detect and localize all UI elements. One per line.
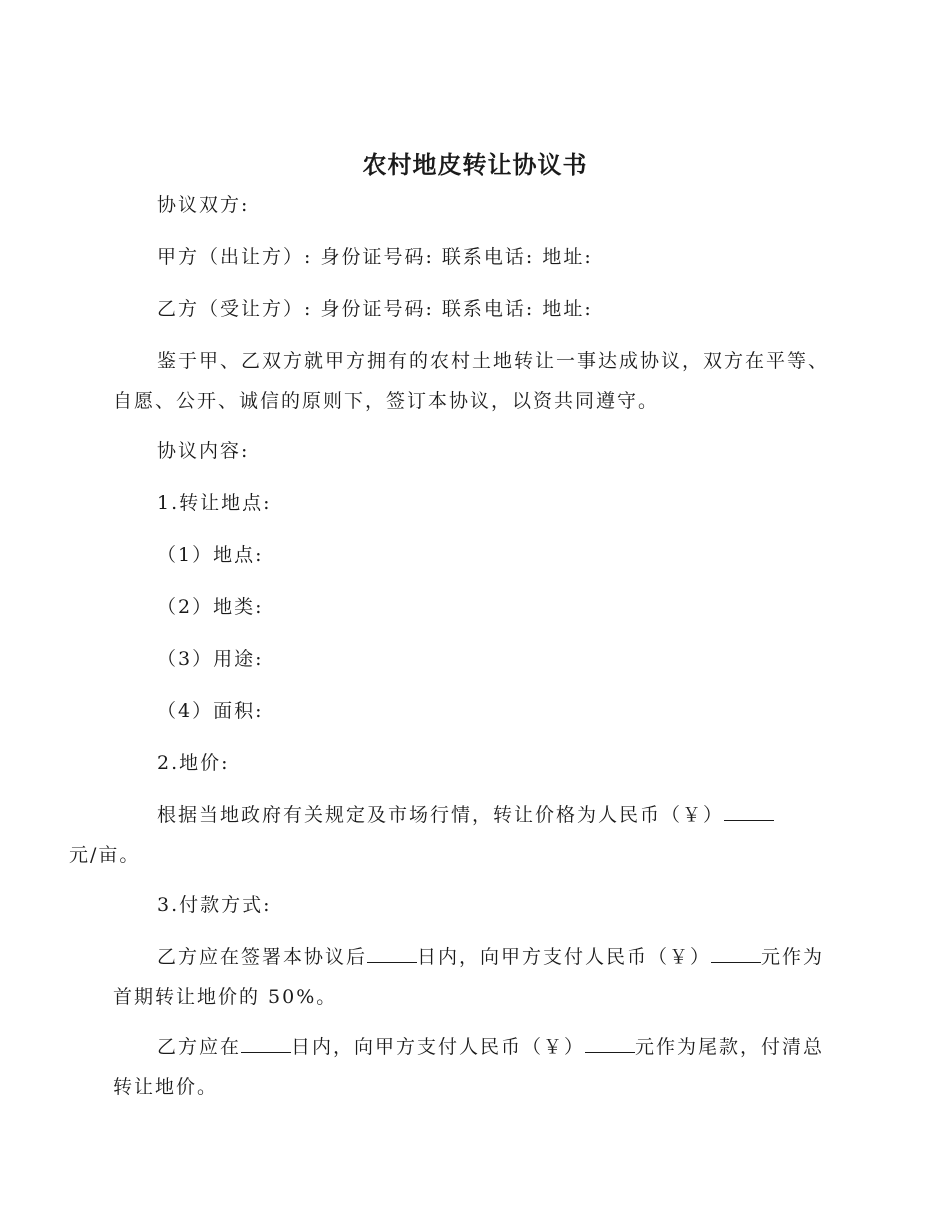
payment-first-part1: 乙方应在签署本协议后 (157, 946, 368, 968)
document-title: 农村地皮转让协议书 (362, 151, 588, 179)
payment-final-part1: 乙方应在 (157, 1036, 242, 1058)
section-1-item-usage: （3）用途: (157, 648, 264, 670)
preamble-paragraph: 鉴于甲、乙双方就甲方拥有的农村土地转让一事达成协议，双方在平等、自愿、公开、诚信的原则下，签订本协议，以资共同遵守。 (113, 350, 830, 412)
section-2-heading: 2.地价: (157, 752, 230, 774)
document-body (69, 185, 831, 1117)
section-1-item-location: （1）地点: (157, 544, 264, 566)
price-unit-text: 元/亩。 (69, 844, 141, 866)
section-1-heading: 1.转让地点: (157, 492, 272, 514)
payment-first-paragraph (113, 937, 831, 1017)
payment-final-part3: 元作为尾款，付清总转让地价。 (113, 1036, 825, 1098)
payment-final-part2: 日内，向甲方支付人民币（￥） (291, 1036, 586, 1058)
section-2-paragraph (69, 795, 831, 875)
payment-final-days-blank (241, 1030, 291, 1053)
payment-first-part2: 日内，向甲方支付人民币（￥） (417, 946, 712, 968)
price-text: 根据当地政府有关规定及市场行情，转让价格为人民币（￥） (157, 804, 725, 826)
content-heading: 协议内容: (157, 440, 250, 462)
payment-first-part3: 元作为首期转让地价的 50%。 (113, 946, 825, 1008)
payment-first-amount-blank (711, 940, 761, 963)
party-b-line: 乙方（受让方）: 身份证号码: 联系电话: 地址: (157, 298, 593, 320)
price-blank (724, 798, 774, 821)
parties-heading: 协议双方: (157, 194, 250, 216)
payment-final-amount-blank (585, 1030, 635, 1053)
section-1-item-area: （4）面积: (157, 700, 264, 722)
section-3-heading: 3.付款方式: (157, 894, 272, 916)
section-1-item-land-type: （2）地类: (157, 596, 264, 618)
party-a-line: 甲方（出让方）: 身份证号码: 联系电话: 地址: (157, 246, 593, 268)
payment-first-days-blank (367, 940, 417, 963)
payment-final-paragraph (113, 1027, 831, 1107)
